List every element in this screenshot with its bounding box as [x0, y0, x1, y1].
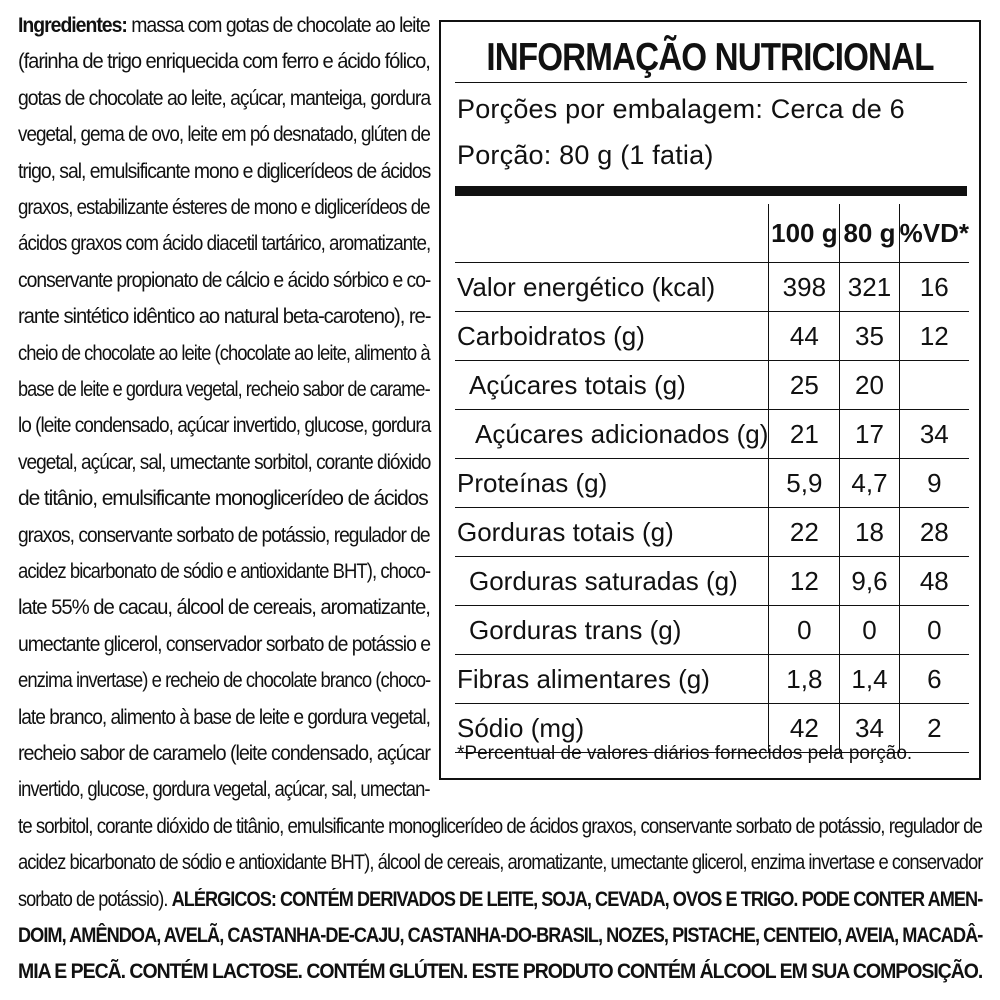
value-vd: 28 [899, 508, 969, 557]
thick-divider [455, 186, 967, 196]
nutrient-name: Açúcares totais (g) [455, 361, 769, 410]
table-row [455, 459, 969, 508]
ingredients-line: graxos, conservante sorbato de potássio, regulador de [18, 523, 430, 547]
value-100g: 44 [769, 312, 840, 361]
allergens-text: ALÉRGICOS: CONTÉM DERIVADOS DE LEITE, SOJA, CEVADA, OVOS E TRIGO. PODE CONTER AMEN- [171, 887, 983, 911]
value-80g: 20 [840, 361, 899, 410]
nutrient-name: Fibras alimentares (g) [455, 655, 769, 704]
ingredients-line: conservante propionato de cálcio e ácido sórbico e co- [18, 268, 431, 292]
value-vd: 12 [899, 312, 969, 361]
value-80g: 35 [840, 312, 899, 361]
table-row [455, 263, 969, 312]
ingredients-line: acidez bicarbonato de sódio e antioxidante BHT), choco- [18, 560, 431, 583]
table-row [455, 361, 969, 410]
ingredients-label: Ingredientes: [18, 14, 127, 37]
value-vd: 0 [899, 606, 969, 655]
value-100g: 398 [769, 263, 840, 312]
ingredients-line: graxos, estabilizante ésteres de mono e diglicerídeos de [18, 196, 430, 219]
header-100g: 100 g [769, 204, 840, 263]
ingredients-line: enzima invertase) e recheio de chocolate branco (choco- [18, 669, 431, 693]
value-80g: 18 [840, 508, 899, 557]
value-80g: 321 [840, 263, 899, 312]
ingredients-line: rante sintético idêntico ao natural beta-caroteno), re- [18, 305, 431, 329]
ingredients-line: invertido, glucose, gordura vegetal, açúcar, sal, umectan- [18, 778, 430, 802]
ingredients-line: (farinha de trigo enriquecida com ferro e ácido fólico, [18, 50, 430, 74]
ingredients-line [18, 15, 430, 36]
nutrient-name: Açúcares adicionados (g) [455, 410, 769, 459]
value-100g: 5,9 [769, 459, 840, 508]
ingredients-line: base de leite e gordura vegetal, recheio sabor de carame- [18, 378, 430, 401]
allergens-line [18, 925, 982, 946]
table-row [455, 655, 969, 704]
value-80g: 4,7 [840, 459, 899, 508]
value-80g: 1,4 [840, 655, 899, 704]
value-100g: 21 [769, 410, 840, 459]
ingredients-line [18, 889, 982, 910]
value-vd: 16 [899, 263, 969, 312]
nutrient-name: Gorduras saturadas (g) [455, 557, 769, 606]
value-vd: 2 [899, 704, 969, 753]
allergens-line [18, 961, 982, 982]
table-row [455, 508, 969, 557]
value-vd: 6 [899, 655, 969, 704]
ingredients-line: te sorbitol, corante dióxido de titânio, emulsificante monoglicerídeo de ácidos graxos, conservante sorbato de potássio, regulador de [18, 814, 982, 838]
footnote: *Percentual de valores diários fornecidos pela porção. [457, 743, 913, 764]
allergens-text: DOIM, AMÊNDOA, AVELÃ, CASTANHA-DE-CAJU, CASTANHA-DO-BRASIL, NOZES, PISTACHE, CENTEIO, AVEIA, MACADÂ- [18, 924, 983, 947]
table-row [455, 606, 969, 655]
nutrient-name: Sódio (mg) [455, 704, 769, 753]
nutrient-name: Valor energético (kcal) [455, 263, 769, 312]
nutrient-name: Proteínas (g) [455, 459, 769, 508]
ingredients-line: acidez bicarbonato de sódio e antioxidante BHT), álcool de cereais, aromatizante, umectante glicerol, enzima invertase e conservador [18, 851, 983, 875]
servings-per-package: Porções por embalagem: Cerca de 6 [457, 94, 905, 124]
table-row [455, 312, 969, 361]
ingredients-line: de titânio, emulsificante monoglicerídeo de ácidos [18, 487, 428, 511]
nutrition-title: INFORMAÇÃO NUTRICIONAL [486, 36, 934, 79]
ingredients-line-text: sorbato de potássio). [18, 887, 168, 911]
ingredients-line: vegetal, açúcar, sal, umectante sorbitol, corante dióxido [18, 450, 431, 474]
header-80g: 80 g [840, 204, 899, 263]
ingredients-line: umectante glicerol, conservador sorbato de potássio e [18, 632, 431, 656]
ingredients-line: gotas de chocolate ao leite, açúcar, manteiga, gordura [18, 86, 431, 110]
value-vd: 34 [899, 410, 969, 459]
serving-size: Porção: 80 g (1 fatia) [457, 140, 714, 170]
value-100g: 22 [769, 508, 840, 557]
table-row [455, 557, 969, 606]
ingredients-line: lo (leite condensado, açúcar invertido, glucose, gordura [18, 414, 431, 438]
ingredients-line: ácidos graxos com ácido diacetil tartárico, aromatizante, [18, 232, 431, 256]
nutrition-table [455, 204, 969, 753]
value-80g: 0 [840, 606, 899, 655]
ingredients-line: recheio sabor de caramelo (leite condensado, açúcar [18, 742, 430, 765]
value-100g: 25 [769, 361, 840, 410]
value-vd: 9 [899, 459, 969, 508]
value-vd [899, 361, 969, 410]
value-100g: 1,8 [769, 655, 840, 704]
value-80g: 34 [840, 704, 899, 753]
ingredients-line: vegetal, gema de ovo, leite em pó desnatado, glúten de [18, 123, 430, 147]
table-row [455, 410, 969, 459]
ingredients-line: late 55% de cacau, álcool de cereais, aromatizante, [18, 596, 430, 620]
ingredients-line-text: massa com gotas de chocolate ao leite [126, 14, 430, 37]
value-80g: 17 [840, 410, 899, 459]
value-80g: 9,6 [840, 557, 899, 606]
nutrition-facts-panel [439, 20, 981, 780]
nutrient-name: Carboidratos (g) [455, 312, 769, 361]
nutrient-name: Gorduras totais (g) [455, 508, 769, 557]
value-100g: 12 [769, 557, 840, 606]
table-header-row [455, 204, 969, 263]
allergens-text: MIA E PECÃ. CONTÉM LACTOSE. CONTÉM GLÚTEN. ESTE PRODUTO CONTÉM ÁLCOOL EM SUA COMPOSIÇÃO. [18, 960, 983, 984]
header-vd: %VD* [899, 204, 969, 263]
header-nutrient [455, 204, 769, 263]
value-100g: 0 [769, 606, 840, 655]
ingredients-line: late branco, alimento à base de leite e gordura vegetal, [18, 705, 430, 729]
ingredients-line: trigo, sal, emulsificante mono e diglicerídeos de ácidos [18, 159, 431, 183]
value-vd: 48 [899, 557, 969, 606]
divider [455, 82, 967, 83]
nutrient-name: Gorduras trans (g) [455, 606, 769, 655]
ingredients-line: cheio de chocolate ao leite (chocolate ao leite, alimento à [18, 341, 430, 365]
value-100g: 42 [769, 704, 840, 753]
